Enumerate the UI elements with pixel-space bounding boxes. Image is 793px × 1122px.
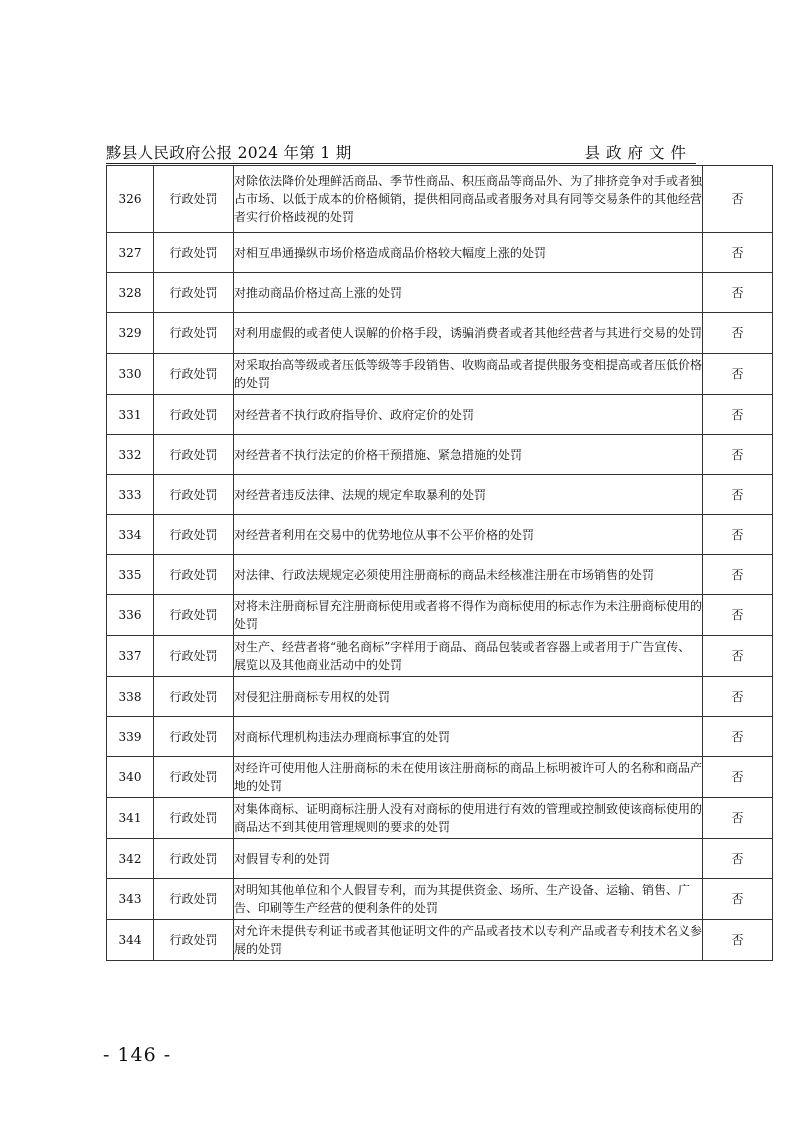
row-flag: 否	[703, 555, 773, 595]
row-number: 336	[107, 595, 154, 636]
row-type: 行政处罚	[154, 435, 234, 475]
table-body	[107, 166, 773, 961]
row-type: 行政处罚	[154, 555, 234, 595]
row-flag: 否	[703, 313, 773, 354]
row-type: 行政处罚	[154, 395, 234, 435]
row-flag: 否	[703, 757, 773, 798]
row-flag: 否	[703, 839, 773, 879]
row-flag: 否	[703, 166, 773, 233]
row-number: 332	[107, 435, 154, 475]
row-type: 行政处罚	[154, 879, 234, 920]
row-flag: 否	[703, 879, 773, 920]
row-item: 对集体商标、证明商标注册人没有对商标的使用进行有效的管理或控制致使该商标使用的商品达不到其使用管理规则的要求的处罚	[234, 798, 703, 839]
row-number: 330	[107, 354, 154, 395]
table-row	[107, 595, 773, 636]
row-item: 对侵犯注册商标专用权的处罚	[234, 677, 703, 717]
row-type: 行政处罚	[154, 839, 234, 879]
row-item: 对相互串通操纵市场价格造成商品价格较大幅度上涨的处罚	[234, 233, 703, 273]
row-type: 行政处罚	[154, 677, 234, 717]
table-row	[107, 677, 773, 717]
row-flag: 否	[703, 354, 773, 395]
row-item: 对经营者不执行法定的价格干预措施、紧急措施的处罚	[234, 435, 703, 475]
table-row	[107, 717, 773, 757]
table-row	[107, 798, 773, 839]
row-number: 335	[107, 555, 154, 595]
row-number: 326	[107, 166, 154, 233]
row-item: 对将未注册商标冒充注册商标使用或者将不得作为商标使用的标志作为未注册商标使用的处罚	[234, 595, 703, 636]
table-row	[107, 354, 773, 395]
row-item: 对经营者违反法律、法规的规定牟取暴利的处罚	[234, 475, 703, 515]
row-flag: 否	[703, 475, 773, 515]
row-number: 333	[107, 475, 154, 515]
row-flag: 否	[703, 717, 773, 757]
table-row	[107, 273, 773, 313]
row-item: 对经营者利用在交易中的优势地位从事不公平价格的处罚	[234, 515, 703, 555]
row-number: 338	[107, 677, 154, 717]
row-type: 行政处罚	[154, 166, 234, 233]
row-flag: 否	[703, 677, 773, 717]
gazette-title: 黟县人民政府公报 2024 年第 1 期	[106, 144, 352, 162]
row-item: 对允许未提供专利证书或者其他证明文件的产品或者技术以专利产品或者专利技术名义参展的处罚	[234, 920, 703, 961]
row-number: 329	[107, 313, 154, 354]
row-type: 行政处罚	[154, 636, 234, 677]
penalty-table	[106, 165, 773, 961]
row-type: 行政处罚	[154, 757, 234, 798]
row-item: 对采取抬高等级或者压低等级等手段销售、收购商品或者提供服务变相提高或者压低价格的处罚	[234, 354, 703, 395]
row-type: 行政处罚	[154, 273, 234, 313]
row-type: 行政处罚	[154, 717, 234, 757]
row-item: 对利用虚假的或者使人误解的价格手段，诱骗消费者或者其他经营者与其进行交易的处罚	[234, 313, 703, 354]
row-flag: 否	[703, 798, 773, 839]
table-row	[107, 475, 773, 515]
row-type: 行政处罚	[154, 475, 234, 515]
row-item: 对经营者不执行政府指导价、政府定价的处罚	[234, 395, 703, 435]
running-header	[106, 139, 696, 163]
row-flag: 否	[703, 435, 773, 475]
row-number: 342	[107, 839, 154, 879]
row-flag: 否	[703, 920, 773, 961]
row-number: 337	[107, 636, 154, 677]
row-number: 331	[107, 395, 154, 435]
row-number: 327	[107, 233, 154, 273]
row-item: 对商标代理机构违法办理商标事宜的处罚	[234, 717, 703, 757]
header-rule	[106, 163, 696, 164]
row-item: 对除依法降价处理鲜活商品、季节性商品、积压商品等商品外、为了排挤竞争对手或者独占市场、以低于成本的价格倾销，提供相同商品或者服务对具有同等交易条件的其他经营者实行价格歧视的处罚	[234, 166, 703, 233]
row-item: 对经许可使用他人注册商标的未在使用该注册商标的商品上标明被许可人的名称和商品产地的处罚	[234, 757, 703, 798]
row-item: 对生产、经营者将“驰名商标”字样用于商品、商品包装或者容器上或者用于广告宣传、展览以及其他商业活动中的处罚	[234, 636, 703, 677]
row-number: 334	[107, 515, 154, 555]
row-type: 行政处罚	[154, 920, 234, 961]
table-row	[107, 636, 773, 677]
table-row	[107, 515, 773, 555]
row-flag: 否	[703, 233, 773, 273]
row-flag: 否	[703, 273, 773, 313]
section-title: 县政府文件	[584, 144, 692, 162]
row-number: 328	[107, 273, 154, 313]
table-row	[107, 313, 773, 354]
table-row	[107, 233, 773, 273]
row-type: 行政处罚	[154, 798, 234, 839]
row-type: 行政处罚	[154, 313, 234, 354]
table-row	[107, 395, 773, 435]
row-item: 对假冒专利的处罚	[234, 839, 703, 879]
row-type: 行政处罚	[154, 515, 234, 555]
row-flag: 否	[703, 395, 773, 435]
table-row	[107, 166, 773, 233]
row-type: 行政处罚	[154, 595, 234, 636]
row-item: 对明知其他单位和个人假冒专利，而为其提供资金、场所、生产设备、运输、销售、广告、印刷等生产经营的便利条件的处罚	[234, 879, 703, 920]
table-row	[107, 757, 773, 798]
table-row	[107, 555, 773, 595]
row-flag: 否	[703, 515, 773, 555]
row-number: 343	[107, 879, 154, 920]
row-flag: 否	[703, 595, 773, 636]
row-flag: 否	[703, 636, 773, 677]
row-type: 行政处罚	[154, 354, 234, 395]
table-row	[107, 879, 773, 920]
row-number: 339	[107, 717, 154, 757]
page-number: - 146 -	[103, 1044, 172, 1066]
table-row	[107, 435, 773, 475]
row-item: 对法律、行政法规规定必须使用注册商标的商品未经核准注册在市场销售的处罚	[234, 555, 703, 595]
row-number: 344	[107, 920, 154, 961]
row-number: 340	[107, 757, 154, 798]
row-type: 行政处罚	[154, 233, 234, 273]
row-number: 341	[107, 798, 154, 839]
row-item: 对推动商品价格过高上涨的处罚	[234, 273, 703, 313]
table-row	[107, 920, 773, 961]
table-row	[107, 839, 773, 879]
